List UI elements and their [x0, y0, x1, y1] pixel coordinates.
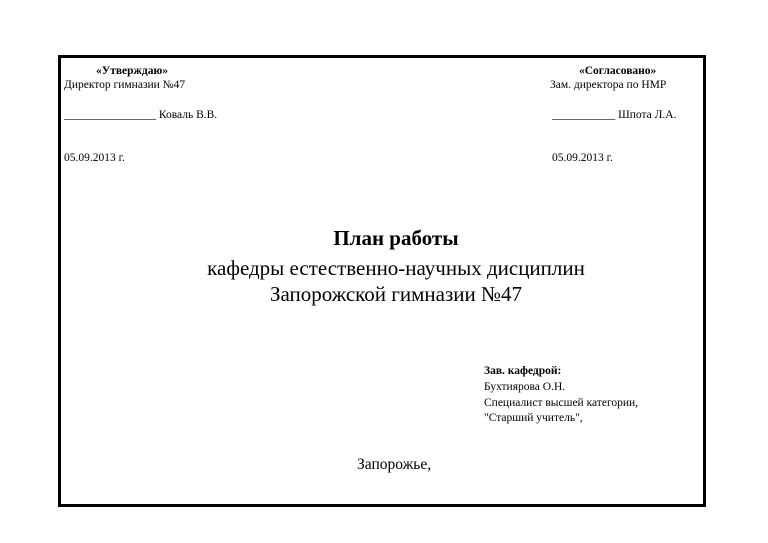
approve-signature-line: ________________: [64, 109, 156, 121]
document-subtitle-line2: Запорожской гимназии №47: [269, 282, 523, 306]
head-qualification: Специалист высшей категории,: [484, 397, 639, 409]
agree-date: 05.09.2013 г.: [552, 152, 613, 164]
head-title: "Старший учитель",: [484, 412, 583, 424]
document-title: План работы: [333, 226, 459, 250]
agree-signature-line: ___________: [552, 109, 616, 121]
city-label: Запорожье,: [357, 456, 432, 473]
agree-heading: «Согласовано»: [579, 65, 657, 77]
page-frame: [58, 55, 706, 507]
approve-heading: «Утверждаю»: [96, 65, 168, 77]
approve-position: Директор гимназии №47: [64, 79, 186, 91]
agree-signature: [552, 108, 676, 122]
head-name: Бухтиярова О.Н.: [484, 381, 566, 393]
approve-date: 05.09.2013 г.: [64, 152, 125, 164]
agree-position: Зам. директора по НМР: [550, 79, 667, 91]
approve-name: Коваль В.В.: [158, 109, 218, 121]
agree-name: Шпота Л.А.: [618, 109, 677, 121]
approve-signature: [64, 108, 217, 122]
document-subtitle-line1: кафедры естественно-научных дисциплин: [207, 256, 585, 280]
head-label: Зав. кафедрой:: [484, 365, 562, 377]
